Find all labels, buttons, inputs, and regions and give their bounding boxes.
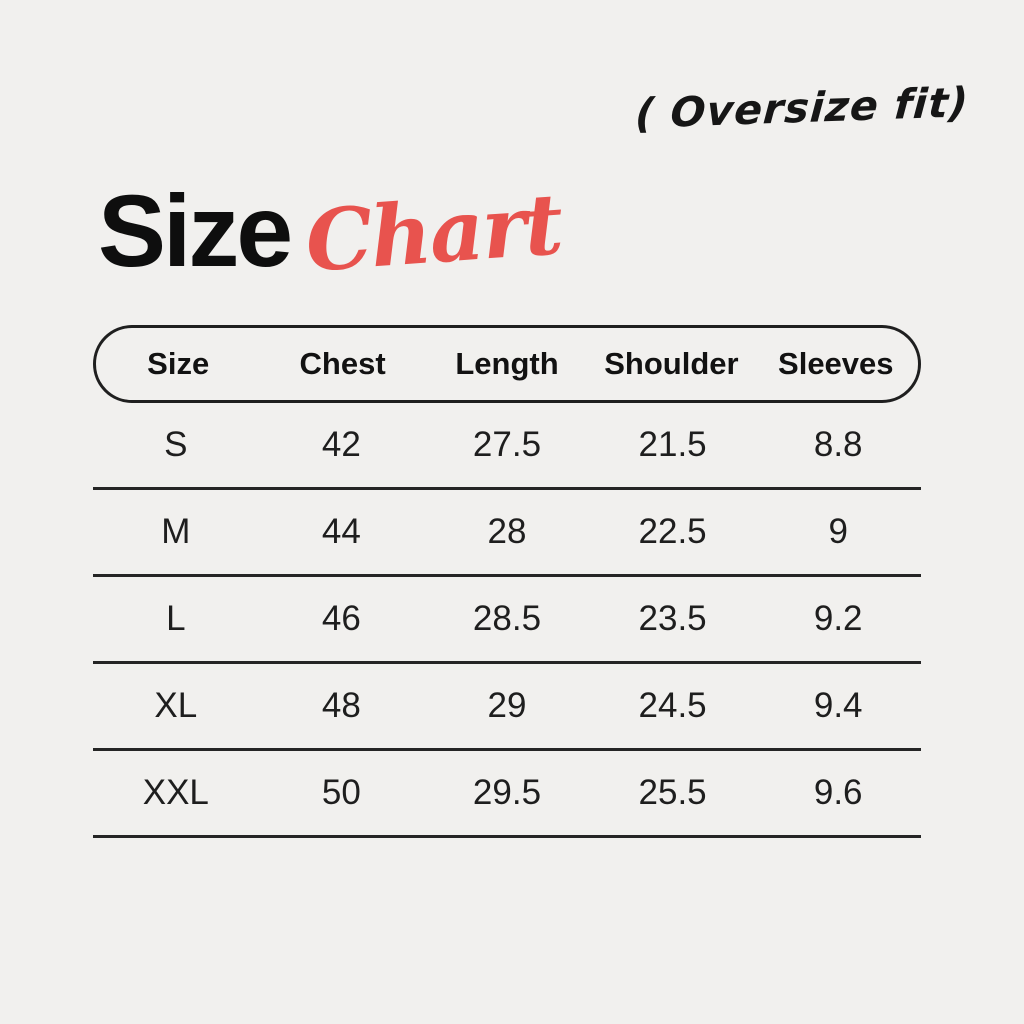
table-row-l (93, 577, 921, 664)
measurement-value: 48 (321, 686, 361, 725)
title-word-size: Size (98, 174, 291, 288)
measurement-value: 24.5 (638, 686, 707, 725)
table-row-m (93, 490, 921, 577)
measurement-value: 22.5 (638, 512, 707, 551)
measurement-value: 21.5 (638, 425, 707, 464)
column-header-size: Size (147, 346, 210, 381)
page-title (98, 174, 565, 291)
measurement-value: 50 (321, 773, 361, 812)
size-label: M (161, 512, 191, 551)
measurement-value: 42 (321, 425, 361, 464)
measurement-value: 25.5 (638, 773, 707, 812)
column-header-chest: Chest (299, 346, 386, 381)
measurement-value: 28.5 (472, 599, 542, 638)
measurement-value: 9.6 (813, 773, 863, 812)
measurement-value: 9 (828, 512, 848, 551)
title-word-chart: Chart (302, 174, 565, 291)
size-label: XL (154, 686, 198, 725)
measurement-value: 44 (321, 512, 361, 551)
measurement-value: 9.2 (813, 599, 863, 638)
size-label: S (164, 425, 188, 464)
table-row-xl (93, 664, 921, 751)
measurement-value: 28 (487, 512, 527, 551)
table-row-s (93, 403, 921, 490)
size-table-body (93, 403, 921, 838)
measurement-value: 29 (487, 686, 527, 725)
column-header-length: Length (455, 346, 559, 381)
table-row-xxl (93, 751, 921, 838)
measurement-value: 29.5 (472, 773, 542, 812)
measurement-value: 8.8 (813, 425, 863, 464)
size-label: L (166, 599, 186, 638)
measurement-value: 27.5 (472, 425, 542, 464)
column-header-shoulder: Shoulder (604, 346, 739, 381)
column-header-sleeves: Sleeves (778, 346, 894, 381)
size-table-header (93, 325, 921, 403)
size-table (93, 325, 921, 838)
measurement-value: 9.4 (813, 686, 863, 725)
measurement-value: 46 (321, 599, 361, 638)
fit-note: ( Oversize fit) (633, 78, 971, 138)
measurement-value: 23.5 (638, 599, 707, 638)
size-label: XXL (142, 773, 209, 812)
